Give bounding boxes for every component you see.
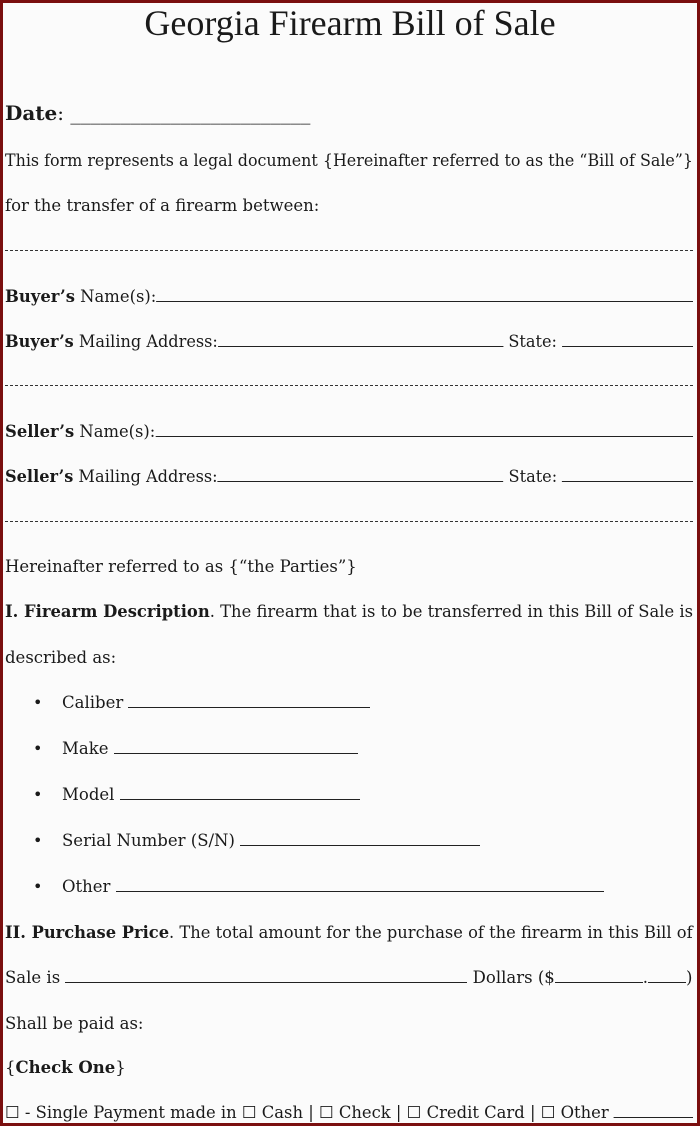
seller-name-line [5,421,693,443]
buyer-address-line [5,331,693,353]
caliber-field[interactable] [128,692,370,708]
bullet-glyph: • [33,831,43,850]
date-label: Date [5,101,58,125]
section1-heading: I. Firearm Description [5,602,210,621]
document-page [3,3,697,1123]
other-payment-field[interactable] [614,1102,693,1118]
other-checkbox[interactable]: ☐ [540,1103,556,1122]
section1-text-2: described as: [5,648,117,667]
date-line [5,102,310,124]
cents-field[interactable] [648,967,686,983]
buyer-name-text: Name(s): [74,287,157,306]
intro-line-2: for the transfer of a firearm between: [5,196,320,215]
make-label: Make [62,739,114,758]
check-one-close: } [115,1058,126,1077]
cash-checkbox[interactable]: ☐ [241,1103,257,1122]
bullet-glyph: • [33,785,43,804]
document-title: Georgia Firearm Bill of Sale [144,3,556,43]
date-blank[interactable]: : ________________________ [57,101,311,125]
model-label: Model [62,785,120,804]
check-one-open: { [5,1058,16,1077]
buyer-address-text: Mailing Address: [73,332,218,351]
sale-amount-line [5,967,692,989]
buyer-name-label: Buyer’s [5,287,75,306]
single-payment-label: - Single Payment made in [19,1103,242,1122]
seller-name-label: Seller’s [5,422,75,441]
divider [5,521,693,522]
buyer-name-line [5,286,691,308]
section2-text: . The total amount for the purchase of the firearm in this Bill of [169,923,693,942]
buyer-state-field[interactable] [562,331,693,347]
payment-line [5,1102,693,1123]
dollars-label: Dollars ($ [467,968,555,987]
bullet-glyph: • [33,739,43,758]
sale-is-label: Sale is [5,968,66,987]
seller-name-text: Name(s): [74,422,156,441]
buyer-state-label: State: [508,332,563,351]
serial-item [62,830,480,852]
caliber-item [62,692,370,714]
section2-line [5,922,693,944]
divider [5,385,693,386]
amount-words-field[interactable] [65,967,467,983]
section1-text: . The firearm that is to be transferred in this Bill of Sale is [209,602,694,621]
intro-line-1: This form represents a legal document {Hereinafter referred to as the “Bill of Sale”} [5,151,694,170]
seller-address-label: Seller’s [5,467,74,486]
check-label: Check | [333,1103,407,1122]
seller-state-field[interactable] [562,466,693,482]
check-one-line [5,1057,126,1079]
dollars-field[interactable] [555,967,643,983]
seller-address-field[interactable] [218,466,504,482]
other-item [62,876,604,898]
single-payment-checkbox[interactable]: ☐ [5,1103,20,1122]
paid-as-line: Shall be paid as: [5,1014,144,1033]
other-label: Other [62,877,116,896]
close-paren: ) [686,968,693,987]
other-field[interactable] [116,876,604,892]
section2-heading: II. Purchase Price [5,923,170,942]
seller-state-label: State: [508,467,563,486]
caliber-label: Caliber [62,693,129,712]
seller-address-line [5,466,693,488]
serial-label: Serial Number (S/N) [62,831,241,850]
check-checkbox[interactable]: ☐ [318,1103,334,1122]
credit-card-label: Credit Card | [421,1103,541,1122]
buyer-address-label: Buyer’s [5,332,74,351]
parties-line: Hereinafter referred to as {“the Parties”} [5,557,357,576]
model-item [62,784,360,806]
serial-field[interactable] [240,830,480,846]
decimal-dot: . [642,968,649,987]
model-field[interactable] [120,784,360,800]
seller-name-field[interactable] [155,421,692,437]
cash-label: Cash | [256,1103,319,1122]
other-payment-label: Other [555,1103,614,1122]
seller-address-text: Mailing Address: [73,467,218,486]
make-item [62,738,358,760]
buyer-address-field[interactable] [218,331,503,347]
bullet-glyph: • [33,693,43,712]
divider [5,250,693,251]
check-one-label: Check One [15,1058,116,1077]
make-field[interactable] [114,738,358,754]
credit-card-checkbox[interactable]: ☐ [406,1103,422,1122]
bullet-glyph: • [33,877,43,896]
section1-line [5,601,693,623]
buyer-name-field[interactable] [156,286,693,302]
